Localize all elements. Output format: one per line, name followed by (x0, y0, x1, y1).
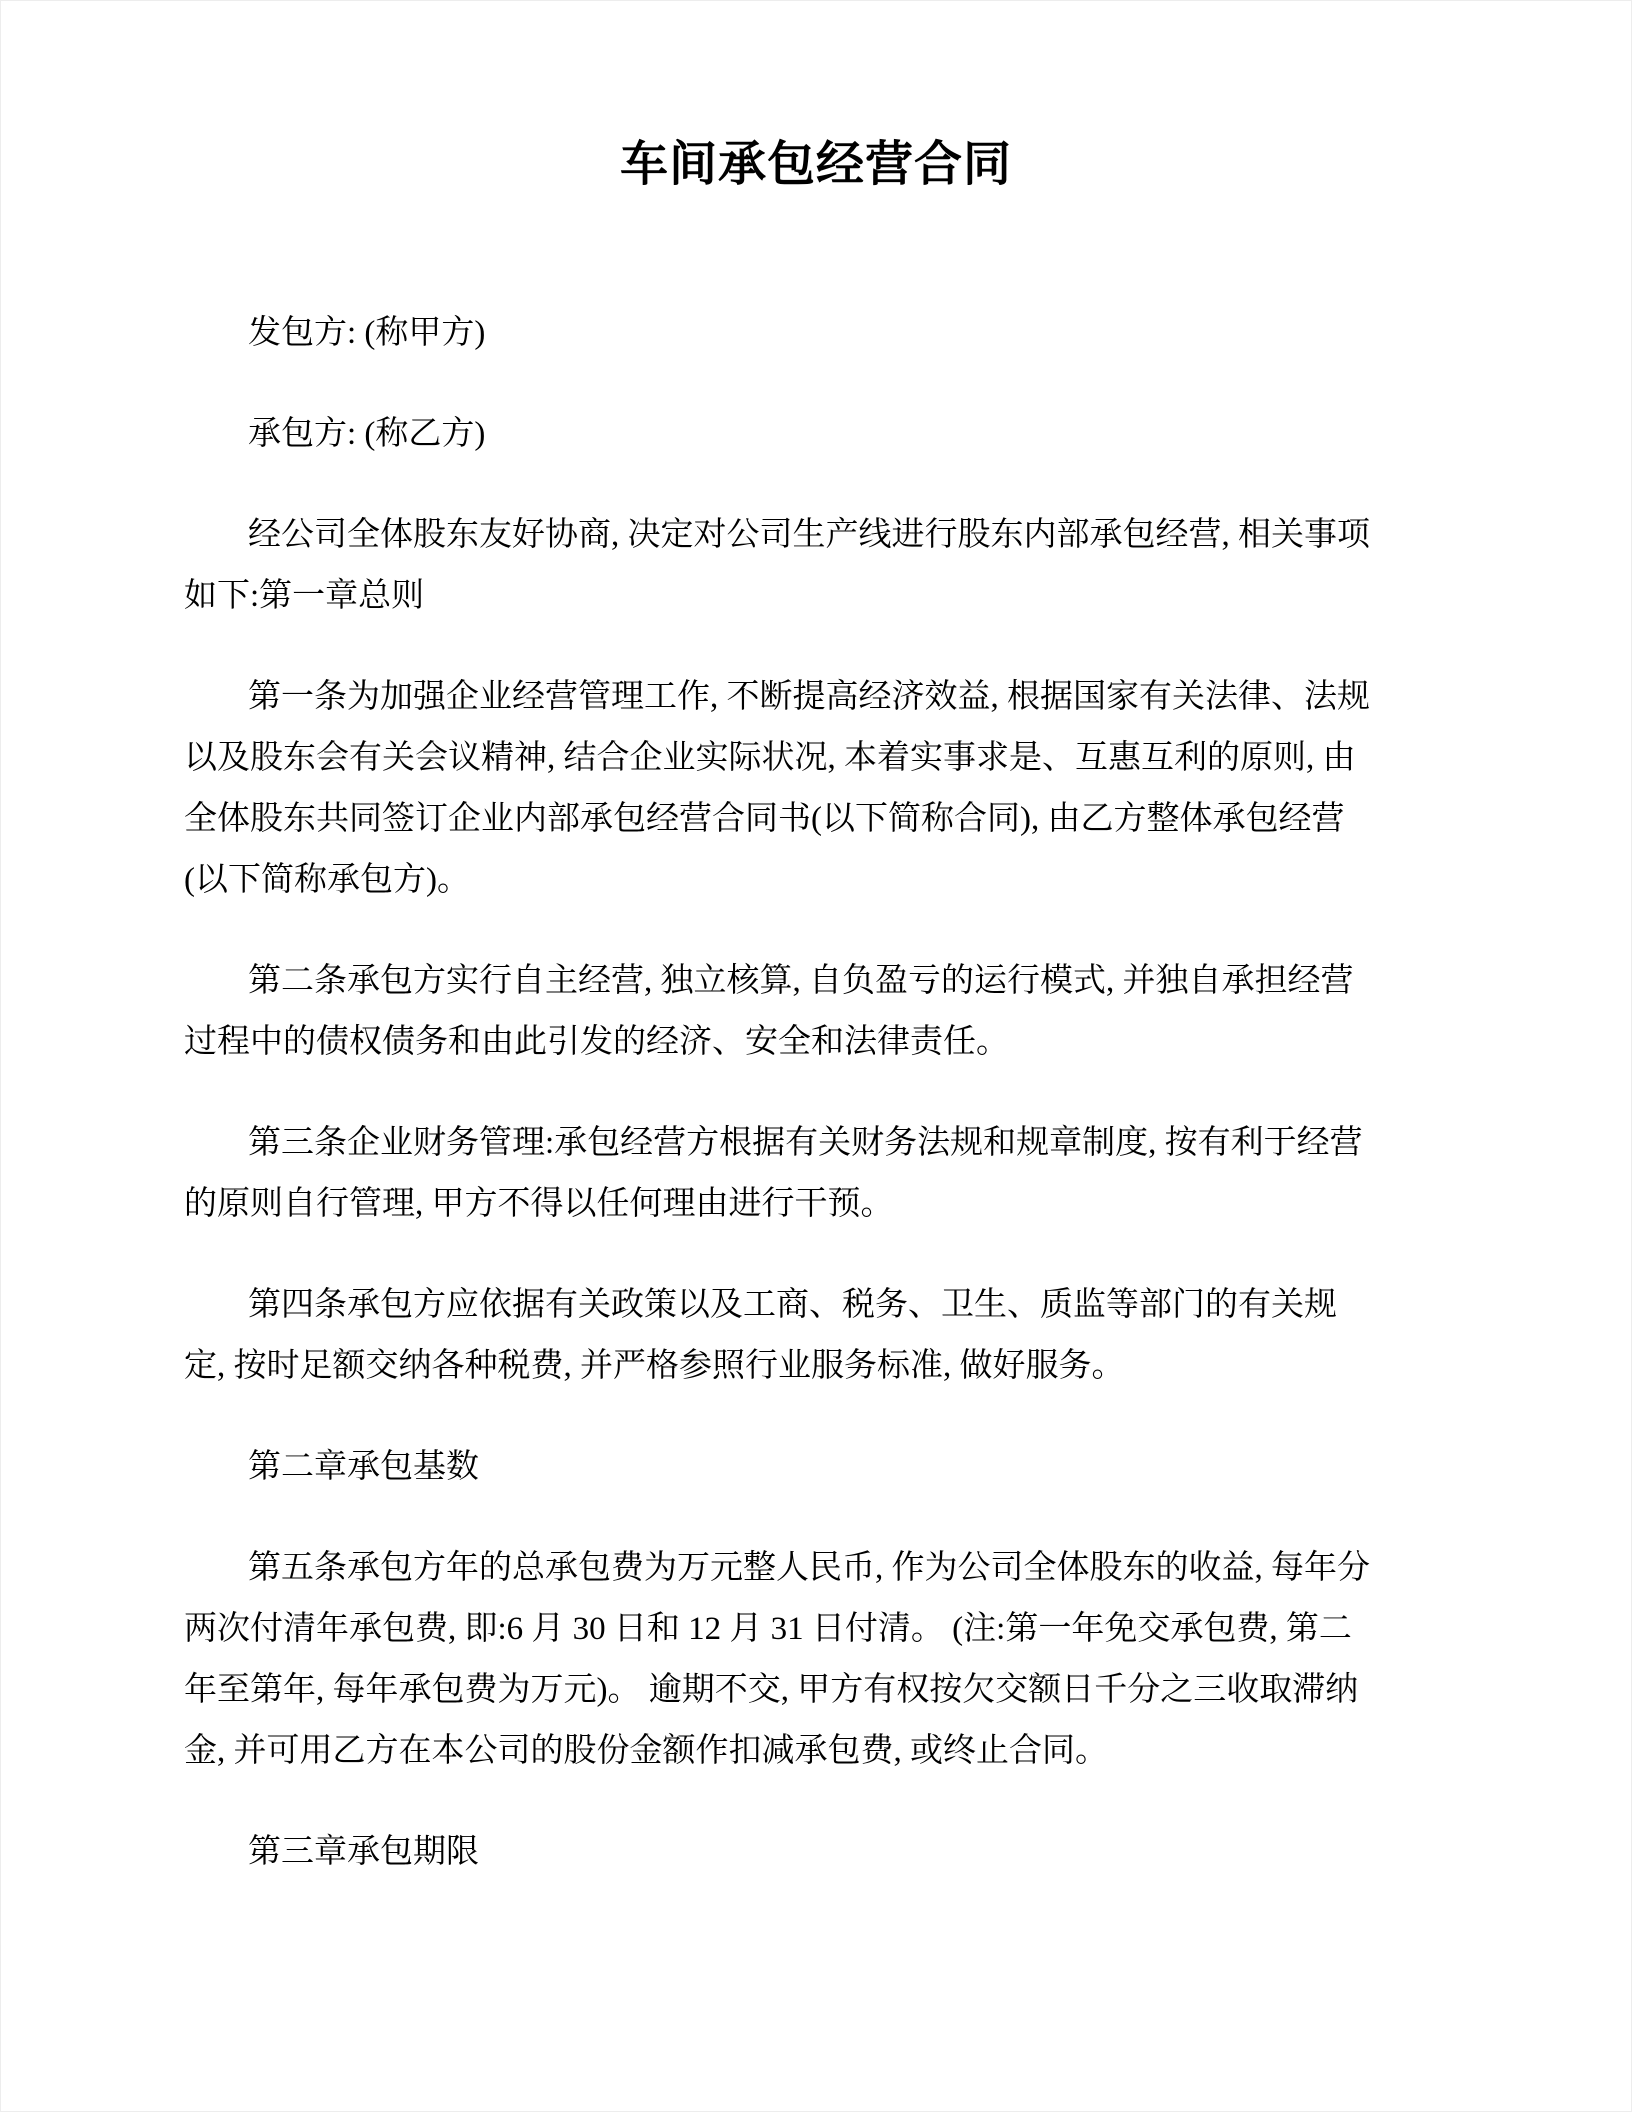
paragraph-article-1 (184, 667, 1448, 911)
paragraph-line: 承包方: (称乙方) (248, 416, 486, 452)
paragraph-line: 第四条承包方应依据有关政策以及工商、税务、卫生、质监等部门的有关规 (248, 1287, 1337, 1323)
paragraph-party-a (184, 303, 1448, 364)
document-title: 车间承包经营合同 (619, 138, 1012, 191)
paragraph-line: 第三章承包期限 (248, 1834, 479, 1870)
paragraph-line: 第一条为加强企业经营管理工作, 不断提高经济效益, 根据国家有关法律、法规 (248, 679, 1370, 715)
paragraph-line: 第三条企业财务管理:承包经营方根据有关财务法规和规章制度, 按有利于经营 (248, 1125, 1363, 1161)
paragraph-line: 定, 按时足额交纳各种税费, 并严格参照行业服务标准, 做好服务。 (184, 1348, 1125, 1384)
paragraph-article-2 (184, 951, 1448, 1073)
paragraph-party-b (184, 404, 1448, 465)
paragraph-line: 两次付清年承包费, 即:6 月 30 日和 12 月 31 日付清。 (注:第一年免交承包费, 第二 (184, 1611, 1352, 1647)
paragraph-article-4 (184, 1275, 1448, 1397)
paragraph-article-3 (184, 1113, 1448, 1235)
paragraph-line: 发包方: (称甲方) (248, 315, 486, 351)
paragraph-line: (以下简称承包方)。 (184, 862, 470, 898)
paragraph-line: 的原则自行管理, 甲方不得以任何理由进行干预。 (184, 1186, 894, 1222)
paragraph-line: 第二章承包基数 (248, 1449, 479, 1485)
paragraph-line: 第二条承包方实行自主经营, 独立核算, 自负盈亏的运行模式, 并独自承担经营 (248, 963, 1354, 999)
paragraph-line: 过程中的债权债务和由此引发的经济、安全和法律责任。 (184, 1024, 1009, 1060)
paragraph-line: 经公司全体股东友好协商, 决定对公司生产线进行股东内部承包经营, 相关事项 (248, 517, 1370, 553)
chapter-2-heading (184, 1437, 1448, 1498)
paragraph-article-5 (184, 1538, 1448, 1782)
paragraph-line: 如下:第一章总则 (184, 578, 425, 614)
paragraph-line: 金, 并可用乙方在本公司的股份金额作扣减承包费, 或终止合同。 (184, 1733, 1108, 1769)
paragraph-preamble (184, 505, 1448, 627)
paragraph-line: 全体股东共同签订企业内部承包经营合同书(以下简称合同), 由乙方整体承包经营 (184, 801, 1345, 837)
paragraph-line: 第五条承包方年的总承包费为万元整人民币, 作为公司全体股东的收益, 每年分 (248, 1550, 1370, 1586)
chapter-3-heading (184, 1822, 1448, 1883)
paragraph-line: 年至第年, 每年承包费为万元)。 逾期不交, 甲方有权按欠交额日千分之三收取滞纳 (184, 1672, 1359, 1708)
paragraph-line: 以及股东会有关会议精神, 结合企业实际状况, 本着实事求是、互惠互利的原则, 由 (184, 740, 1356, 776)
